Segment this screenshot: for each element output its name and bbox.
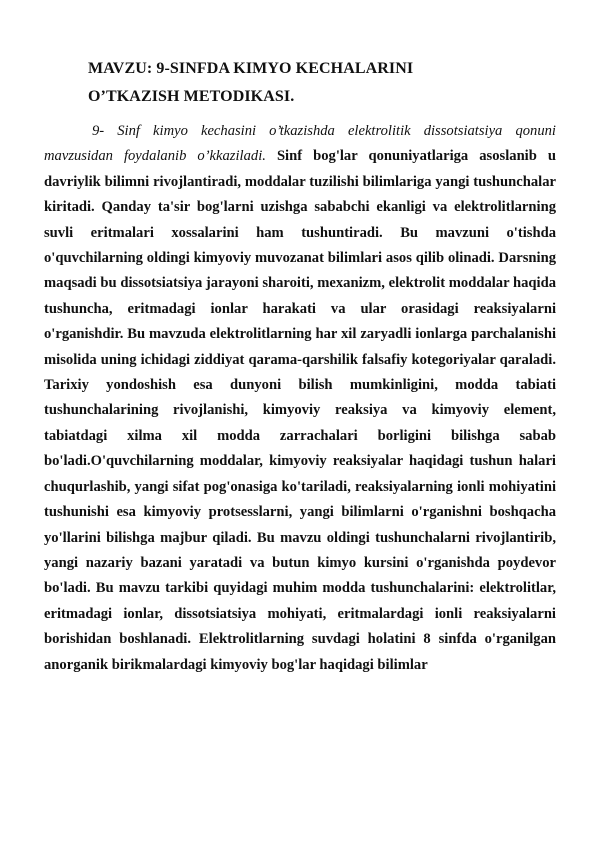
lead-sentence: 9- Sinf kimyo kechasini o’tkazishda elektrolitik dissotsiatsiya qonuni mavzusidan foydalanib o’kkaziladi. [44, 123, 556, 165]
title-line-1: MAVZU: 9-SINFDA KIMYO KECHALARINI [88, 60, 414, 77]
body-paragraph [44, 119, 556, 678]
title-line-2: O’TKAZISH METODIKASI. [88, 88, 295, 105]
body-text: Sinf bog'lar qonuniyatlariga asoslanib u davriylik bilimni rivojlantiradi, moddalar tuzilishi bilimlariga yangi tushunchalar kiritadi. Qanday ta'sir bog'larni uzishga sababchi ekanligi va elektrolitlarning suvli eritmalari xossalarini ham tushuntiradi. Bu mavzuni o'tishda o'quvchilarning oldingi kimyoviy muvozanat bilimlari asos qilib olinadi. Darsning maqsadi bu dissotsiatsiya jarayoni sharoiti, mexanizm, elektrolit moddalar haqida tushuncha, eritmadagi ionlar harakati va ular orasidagi reaksiyalarni o'rganishdir. Bu mavzuda elektrolitlarning har xil zaryadli ionlarga parchalanishi misolida uning ichidagi ziddiyat qarama-qarshilik falsafiy kotegoriyalar qaraladi. Tarixiy yondoshish esa dunyoni bilish mumkinligini, modda tabiati tushunchalarining rivojlanishi, kimyoviy reaksiya va kimyoviy element, tabiatdagi xilma xil modda zarrachalari borligini bilishga sabab bo'ladi.O'quvchilarning moddalar, kimyoviy reaksiyalar haqidagi tushun halari chuqurlashib, yangi sifat pog'onasiga ko'tariladi, reaksiyalarning ionli mohiyatini tushunishi esa kimyoviy protsesslarni, yangi bilimlarni o'rganishni boshqacha yo'llarini bilishga majbur qiladi. Bu mavzu oldingi tushunchalarni rivojlantirib, yangi nazariy bazani yaratadi va butun kimyo kursini o'rganishda poydevor bo'ladi. Bu mavzu tarkibi quyidagi muhim modda tushunchalarini: elektrolitlar, eritmadagi ionlar, dissotsiatsiya mohiyati, eritmalardagi ionli reaksiyalarni borishidan boshlanadi. Elektrolitlarning suvdagi holatini 8 sinfda o'rganilgan anorganik birikmalardagi kimyoviy bog'lar haqidagi bilimlar [44, 148, 556, 673]
document-title [88, 55, 528, 111]
